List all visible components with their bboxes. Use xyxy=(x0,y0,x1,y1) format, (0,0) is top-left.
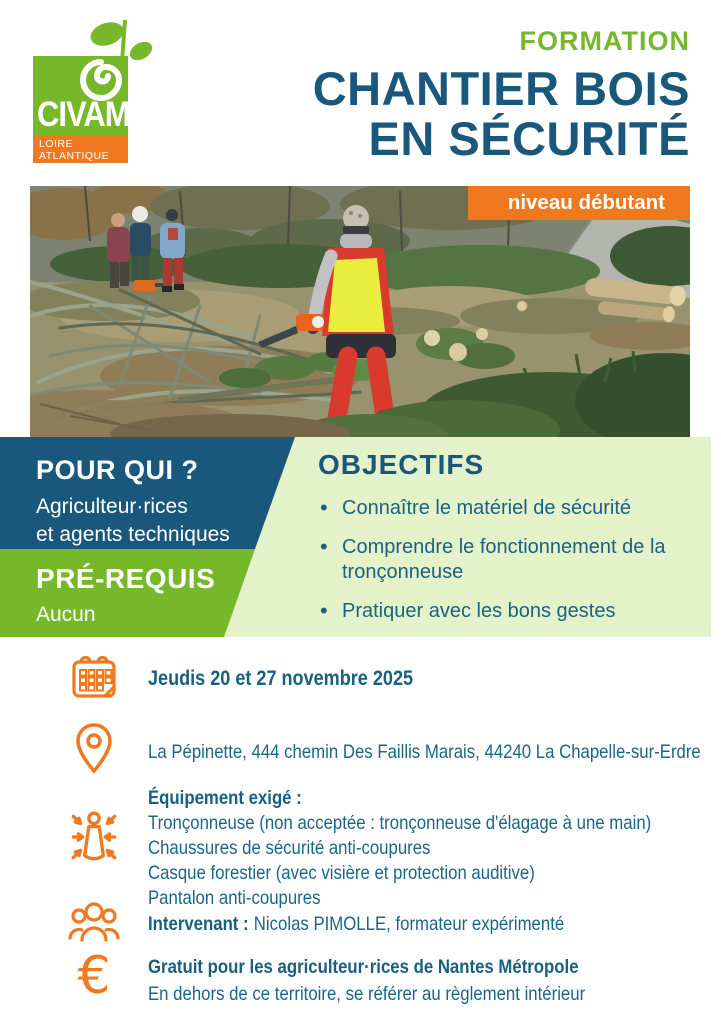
header xyxy=(313,26,690,164)
location-text xyxy=(140,740,721,765)
level-badge xyxy=(468,186,690,220)
title-line2: EN SÉCURITÉ xyxy=(368,112,690,165)
middle-band xyxy=(0,437,721,637)
price-line1: Gratuit pour les agriculteur·rices de Nantes Métropole xyxy=(148,956,579,978)
worksite-photo xyxy=(30,186,690,437)
equipment-item: Chaussures de sécurité anti-coupures xyxy=(148,837,431,859)
person-arrows-icon xyxy=(48,808,140,866)
location-row xyxy=(48,722,701,774)
equipment-heading: Équipement exigé : xyxy=(148,787,302,809)
logo-region-line2: ATLANTIQUE xyxy=(39,150,110,162)
people-icon xyxy=(48,902,140,942)
trainer-row xyxy=(48,902,701,942)
audience-line2: et agents techniques xyxy=(36,523,230,546)
trainer-text xyxy=(140,912,701,937)
date-text xyxy=(140,666,701,691)
price-line2: En dehors de ce territoire, se référer au règlement intérieur xyxy=(148,983,586,1005)
audience-line1: Agriculteur·rices xyxy=(36,495,188,518)
objective-item: • Pratiquer avec les bons gestes xyxy=(318,599,698,624)
logo-green-square xyxy=(33,56,128,136)
date-row xyxy=(48,654,701,700)
trainer-label: Intervenant : xyxy=(148,913,249,935)
title-line1: CHANTIER BOIS xyxy=(312,62,690,115)
location-value: La Pépinette, 444 chemin Des Faillis Marais, 44240 La Chapelle-sur-Erdre xyxy=(148,741,701,763)
trainer-value: Nicolas PIMOLLE, formateur expérimenté xyxy=(253,913,565,935)
objective-item: • Comprendre le fonctionnement de la tronçonneuse xyxy=(318,535,698,585)
date-value: Jeudis 20 et 27 novembre 2025 xyxy=(148,667,414,690)
objectives-heading: OBJECTIFS xyxy=(318,449,485,480)
audience-heading: POUR QUI ? xyxy=(36,455,199,485)
civam-logo xyxy=(33,18,158,164)
euro-icon: € xyxy=(77,946,111,1006)
logo-region xyxy=(33,136,128,163)
price-text xyxy=(140,954,701,1008)
equipment-row xyxy=(48,786,701,911)
logo-name: CIVAM xyxy=(37,93,130,134)
kicker: FORMATION xyxy=(519,26,690,56)
price-row xyxy=(48,946,701,1008)
prerequisites-value: Aucun xyxy=(36,603,96,626)
equipment-text xyxy=(140,786,721,911)
objective-item: • Connaître le matériel de sécurité xyxy=(318,496,698,521)
logo-region-line1: LOIRE xyxy=(39,138,74,150)
objectives xyxy=(318,449,698,638)
page-title xyxy=(313,64,690,164)
prerequisites-heading: PRÉ-REQUIS xyxy=(36,563,216,594)
equipment-item: Casque forestier (avec visière et protection auditive) xyxy=(148,862,535,884)
objectives-list xyxy=(318,496,698,624)
equipment-item: Pantalon anti-coupures xyxy=(148,887,321,909)
equipment-item: Tronçonneuse (non acceptée : tronçonneuse d'élagage à une main) xyxy=(148,812,652,834)
level-badge-label: niveau débutant xyxy=(507,191,665,214)
location-pin-icon xyxy=(48,722,140,774)
calendar-icon xyxy=(48,654,140,700)
audience-text xyxy=(36,493,230,549)
